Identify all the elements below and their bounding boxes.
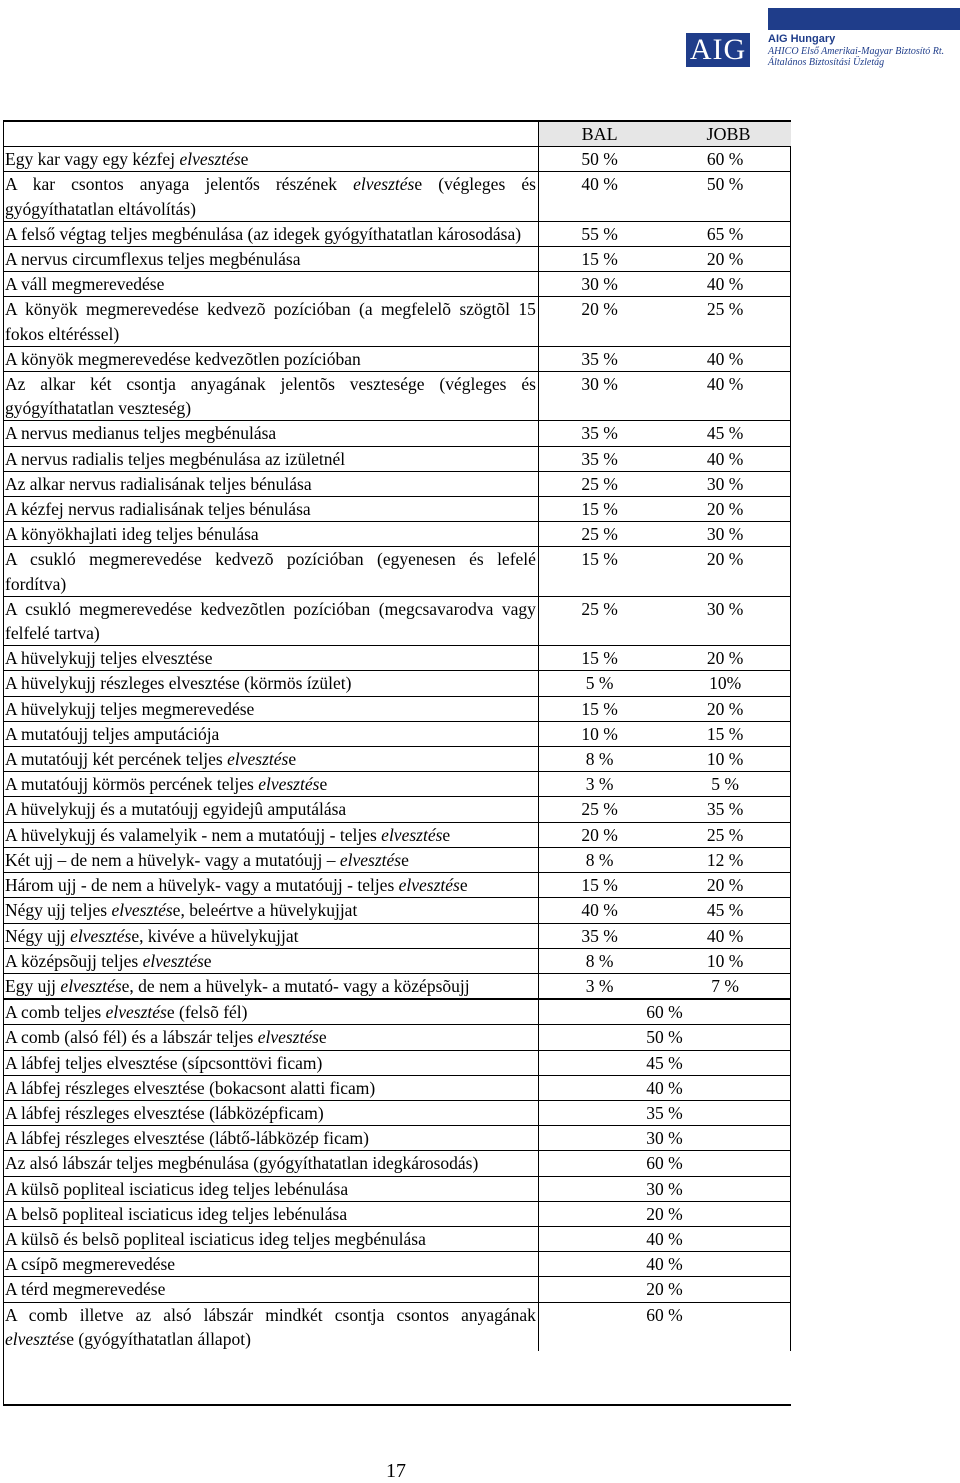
row-description-text: A lábfej teljes elvesztése (sípcsonttövi ficam): [5, 1052, 323, 1073]
row-description-suffix: e, beleértve a hüvelykujjat: [172, 900, 358, 921]
table-row: [3, 747, 791, 772]
row-description-text: A könyök megmerevedése kedvezõ pozícióban (a megfelelõ szögtõl 15 fokos eltéréssel): [5, 299, 536, 344]
aig-logo-text: AIG: [689, 33, 747, 66]
row-description: [3, 497, 538, 522]
table-row: [3, 1050, 791, 1075]
row-description: [3, 999, 538, 1025]
row-value-left: 25 %: [538, 596, 660, 645]
row-value-right: 5 %: [660, 772, 790, 797]
row-value: 60 %: [538, 1151, 790, 1176]
company-name: AIG Hungary: [768, 33, 836, 45]
row-description-italic: elvesztés: [179, 149, 241, 170]
row-description: [3, 372, 538, 421]
row-description: [3, 696, 538, 721]
row-description-text: A hüvelykujj részleges elvesztése (körmös ízület): [5, 673, 352, 694]
row-description-text: A lábfej részleges elvesztése (lábtő-lábközép ficam): [5, 1128, 369, 1149]
table-row: [3, 1252, 791, 1277]
table-row: [3, 797, 791, 822]
row-description-text: A mutatóujj két percének teljes: [5, 749, 228, 770]
row-value-right: 30 %: [660, 522, 790, 547]
row-description: [3, 948, 538, 973]
table-row: [3, 1075, 791, 1100]
row-value-right: 40 %: [660, 272, 790, 297]
row-value-left: 25 %: [538, 522, 660, 547]
row-description: [3, 1201, 538, 1226]
row-value-right: 40 %: [660, 346, 790, 371]
row-value-right: 50 %: [660, 172, 790, 221]
row-description-text: A csukló megmerevedése kedvezõtlen pozícióban (megcsavarodva vagy felfelé tartva): [5, 598, 536, 644]
row-value-left: 20 %: [538, 822, 660, 847]
row-value-left: 15 %: [538, 646, 660, 671]
row-description-italic: elvesztés: [353, 174, 415, 195]
upper-limb-section: [3, 147, 791, 999]
row-value-right: 20 %: [660, 497, 790, 522]
table-row: [3, 272, 791, 297]
row-value: 40 %: [538, 1252, 790, 1277]
company-division: Általános Biztosítási Üzletág: [768, 57, 885, 68]
row-value-left: 25 %: [538, 471, 660, 496]
table-row: [3, 421, 791, 446]
row-description: [3, 646, 538, 671]
table-header-row: [3, 121, 791, 147]
table-row: [3, 973, 791, 999]
row-value-right: 10 %: [660, 747, 790, 772]
row-value-left: 3 %: [538, 772, 660, 797]
row-description: [3, 147, 538, 172]
row-value-left: 8 %: [538, 847, 660, 872]
table-row: [3, 948, 791, 973]
row-value-left: 55 %: [538, 221, 660, 246]
row-description-text: A csípõ megmerevedése: [5, 1254, 176, 1275]
row-description: [3, 247, 538, 272]
row-description-text: A lábfej részleges elvesztése (bokacsont alatti ficam): [5, 1077, 376, 1098]
row-description-italic: elvesztés: [111, 900, 173, 921]
row-description: [3, 172, 538, 221]
row-description-suffix: e, de nem a hüvelyk- a mutató- vagy a középsõujj: [121, 975, 470, 996]
row-value-right: 7 %: [660, 973, 790, 999]
row-description-italic: elvesztés: [257, 1027, 319, 1048]
row-description-text: A felső végtag teljes megbénulása (az idegek gyógyíthatatlan károsodása): [5, 223, 522, 244]
row-description-italic: elvesztés: [70, 925, 132, 946]
page-number: 17: [386, 1460, 406, 1482]
row-description: [3, 221, 538, 246]
row-value-left: 15 %: [538, 696, 660, 721]
row-value-right: 40 %: [660, 372, 790, 421]
row-description: [3, 1050, 538, 1075]
row-description-text: A kézfej nervus radialisának teljes bénulása: [5, 499, 311, 520]
row-value-left: 20 %: [538, 297, 660, 346]
row-value-left: 5 %: [538, 671, 660, 696]
row-value: 60 %: [538, 999, 790, 1025]
row-value: 40 %: [538, 1226, 790, 1251]
row-description-text: A comb illetve az alsó lábszár mindkét csontja csontos anyagának: [5, 1304, 536, 1325]
row-value-left: 10 %: [538, 721, 660, 746]
row-description: [3, 471, 538, 496]
row-description-suffix: e: [203, 950, 212, 971]
row-description: [3, 1226, 538, 1251]
row-description-text: A hüvelykujj és a mutatóujj egyidejû amputálása: [5, 799, 347, 820]
row-description: [3, 1151, 538, 1176]
row-description: [3, 822, 538, 847]
row-description-italic: elvesztés: [142, 950, 204, 971]
row-value-left: 40 %: [538, 172, 660, 221]
table-row: [3, 497, 791, 522]
row-description-text: A könyökhajlati ideg teljes bénulása: [5, 524, 259, 545]
row-description: [3, 1075, 538, 1100]
table-row: [3, 1025, 791, 1050]
table-row: [3, 873, 791, 898]
row-description-text: A nervus radialis teljes megbénulása az izületnél: [5, 448, 346, 469]
table-row: [3, 446, 791, 471]
row-value: 50 %: [538, 1025, 790, 1050]
row-description-text: Három ujj - de nem a hüvelyk- vagy a mutatóujj - teljes: [5, 875, 399, 896]
row-description: [3, 973, 538, 999]
table-row: [3, 721, 791, 746]
table-row: [3, 847, 791, 872]
table-row: [3, 247, 791, 272]
logo-top-bar: [768, 8, 960, 30]
row-description-text: Egy kar vagy egy kézfej: [5, 149, 180, 170]
row-description: [3, 898, 538, 923]
row-value: 30 %: [538, 1126, 790, 1151]
row-description-suffix: e (végleges és gyógyíthatatlan eltávolítás): [5, 174, 536, 219]
row-value-right: 60 %: [660, 147, 790, 172]
row-value: 45 %: [538, 1050, 790, 1075]
row-value-right: 45 %: [660, 421, 790, 446]
row-value-left: 25 %: [538, 797, 660, 822]
row-description: [3, 1302, 538, 1351]
row-description: [3, 721, 538, 746]
row-description: [3, 446, 538, 471]
row-value: 20 %: [538, 1277, 790, 1302]
row-description: [3, 1126, 538, 1151]
row-description: [3, 1277, 538, 1302]
row-description-suffix: e: [318, 1027, 327, 1048]
row-value-right: 15 %: [660, 721, 790, 746]
aig-logo: [686, 33, 750, 67]
row-description-suffix: e: [319, 774, 328, 795]
table-row: [3, 646, 791, 671]
table-row: [3, 346, 791, 371]
row-value-right: 10 %: [660, 948, 790, 973]
row-description: [3, 297, 538, 346]
row-description-text: A nervus medianus teljes megbénulása: [5, 423, 277, 444]
row-value-left: 40 %: [538, 898, 660, 923]
row-value-left: 35 %: [538, 421, 660, 446]
row-description-text: A mutatóujj teljes amputációja: [5, 723, 220, 744]
row-description: [3, 772, 538, 797]
row-value-left: 30 %: [538, 272, 660, 297]
row-description-italic: elvesztés: [258, 774, 320, 795]
table-row: [3, 696, 791, 721]
table-row: [3, 1277, 791, 1302]
lower-limb-section: [3, 999, 791, 1351]
row-description: [3, 797, 538, 822]
row-value-left: 35 %: [538, 923, 660, 948]
table-row: [3, 471, 791, 496]
table-row: [3, 1151, 791, 1176]
row-value-right: 30 %: [660, 596, 790, 645]
row-description: [3, 346, 538, 371]
row-value: 40 %: [538, 1075, 790, 1100]
row-value-right: 20 %: [660, 247, 790, 272]
header-description-cell: [3, 121, 538, 147]
table-row: [3, 522, 791, 547]
row-value-left: 30 %: [538, 372, 660, 421]
row-value-right: 25 %: [660, 822, 790, 847]
row-description-text: Az alsó lábszár teljes megbénulása (gyógyíthatatlan idegkárosodás): [5, 1153, 479, 1174]
table-row: [3, 147, 791, 172]
row-description-italic: elvesztés: [105, 1002, 167, 1023]
row-value: 35 %: [538, 1100, 790, 1125]
row-description-italic: elvesztés: [339, 849, 402, 870]
row-value-right: 45 %: [660, 898, 790, 923]
table-row: [3, 297, 791, 346]
row-description-text: Két ujj – de nem a hüvelyk- vagy a mutatóujj –: [5, 849, 340, 870]
row-value-left: 8 %: [538, 948, 660, 973]
table-row: [3, 898, 791, 923]
company-subtitle: AHICO Első Amerikai-Magyar Biztosító Rt.: [768, 46, 945, 57]
row-value-left: 15 %: [538, 873, 660, 898]
row-description: [3, 671, 538, 696]
row-description-suffix: e: [240, 149, 249, 170]
row-description-suffix: e: [401, 849, 409, 870]
row-value-left: 35 %: [538, 446, 660, 471]
table-row: [3, 999, 791, 1025]
row-description-italic: elvesztés: [398, 875, 460, 896]
row-value-right: 65 %: [660, 221, 790, 246]
row-description-text: A könyök megmerevedése kedvezõtlen pozícióban: [5, 348, 361, 369]
row-description-text: A lábfej részleges elvesztése (lábközépficam): [5, 1102, 324, 1123]
row-value-right: 20 %: [660, 646, 790, 671]
row-description: [3, 1025, 538, 1050]
row-value-right: 20 %: [660, 547, 790, 596]
row-description-text: Négy ujj: [5, 925, 71, 946]
row-value: 20 %: [538, 1201, 790, 1226]
row-description-suffix: e (felsõ fél): [166, 1002, 248, 1023]
row-value-right: 20 %: [660, 873, 790, 898]
row-description-text: A comb (alsó fél) és a lábszár teljes: [5, 1027, 258, 1048]
row-value-left: 15 %: [538, 247, 660, 272]
row-description: [3, 1100, 538, 1125]
row-description: [3, 1176, 538, 1201]
row-description-italic: elvesztés: [227, 749, 289, 770]
table-row: [3, 1226, 791, 1251]
row-description-suffix: e (gyógyíthatatlan állapot): [66, 1328, 251, 1349]
row-description-text: Egy ujj: [5, 975, 61, 996]
row-description: [3, 847, 538, 872]
row-value-right: 40 %: [660, 923, 790, 948]
row-value-right: 35 %: [660, 797, 790, 822]
row-description: [3, 272, 538, 297]
row-description-suffix: e: [442, 824, 451, 845]
row-value-right: 30 %: [660, 471, 790, 496]
row-value: 60 %: [538, 1302, 790, 1351]
row-description-italic: elvesztés: [5, 1328, 67, 1349]
table-row: [3, 1100, 791, 1125]
row-value-right: 20 %: [660, 696, 790, 721]
row-description-text: A hüvelykujj teljes megmerevedése: [5, 698, 255, 719]
row-description: [3, 522, 538, 547]
row-description-text: A nervus circumflexus teljes megbénulása: [5, 249, 301, 270]
row-value-left: 8 %: [538, 747, 660, 772]
row-description-suffix: e: [459, 875, 468, 896]
row-value-left: 50 %: [538, 147, 660, 172]
row-value-right: 12 %: [660, 847, 790, 872]
row-value-left: 35 %: [538, 346, 660, 371]
table-row: [3, 372, 791, 421]
row-description: [3, 873, 538, 898]
table-row: [3, 221, 791, 246]
row-description: [3, 596, 538, 645]
table-row: [3, 822, 791, 847]
row-description-text: Az alkar nervus radialisának teljes bénulása: [5, 473, 312, 494]
table-row: [3, 671, 791, 696]
row-value-left: 15 %: [538, 497, 660, 522]
row-description-italic: elvesztés: [60, 975, 122, 996]
row-description-text: A váll megmerevedése: [5, 274, 165, 295]
row-description-text: A térd megmerevedése: [5, 1279, 166, 1300]
table-row: [3, 1126, 791, 1151]
table-row: [3, 1176, 791, 1201]
row-value-right: 40 %: [660, 446, 790, 471]
row-description: [3, 923, 538, 948]
row-description-text: A csukló megmerevedése kedvezõ pozícióban (egyenesen és lefelé fordítva): [5, 549, 536, 594]
row-description: [3, 421, 538, 446]
compensation-table: [3, 120, 791, 1351]
row-description: [3, 1252, 538, 1277]
row-description-italic: elvesztés: [381, 824, 443, 845]
table-row: [3, 1201, 791, 1226]
row-description-suffix: e, kivéve a hüvelykujjat: [131, 925, 299, 946]
row-description-text: Az alkar két csontja anyagának jelentõs vesztesége (végleges és gyógyíthatatlan veszteség): [5, 374, 536, 419]
row-description-text: A hüvelykujj teljes elvesztése: [5, 648, 213, 669]
column-header-right: JOBB: [660, 121, 790, 147]
row-value: 30 %: [538, 1176, 790, 1201]
table-row: [3, 172, 791, 221]
row-value-right: 10%: [660, 671, 790, 696]
row-description-text: A külsõ és belsõ popliteal isciaticus ideg teljes megbénulása: [5, 1228, 426, 1249]
row-value-left: 15 %: [538, 547, 660, 596]
row-description-text: A hüvelykujj és valamelyik - nem a mutatóujj - teljes: [5, 824, 382, 845]
row-description-suffix: e: [288, 749, 297, 770]
table-row: [3, 772, 791, 797]
row-description-text: A comb teljes: [5, 1002, 106, 1023]
table-row: [3, 923, 791, 948]
row-description-text: A külsõ popliteal isciaticus ideg teljes lebénulása: [5, 1178, 349, 1199]
row-value-left: 3 %: [538, 973, 660, 999]
row-description-text: A mutatóujj körmös percének teljes: [5, 774, 259, 795]
column-header-left: BAL: [538, 121, 660, 147]
table-row: [3, 547, 791, 596]
row-description-text: Négy ujj teljes: [5, 900, 112, 921]
row-description-text: A kar csontos anyaga jelentős részének: [5, 174, 354, 195]
table-row: [3, 1302, 791, 1351]
row-description-text: A középsõujj teljes: [5, 950, 143, 971]
table-row: [3, 596, 791, 645]
row-description-text: A belsõ popliteal isciaticus ideg teljes lebénulása: [5, 1203, 348, 1224]
row-value-right: 25 %: [660, 297, 790, 346]
row-description: [3, 547, 538, 596]
row-description: [3, 747, 538, 772]
